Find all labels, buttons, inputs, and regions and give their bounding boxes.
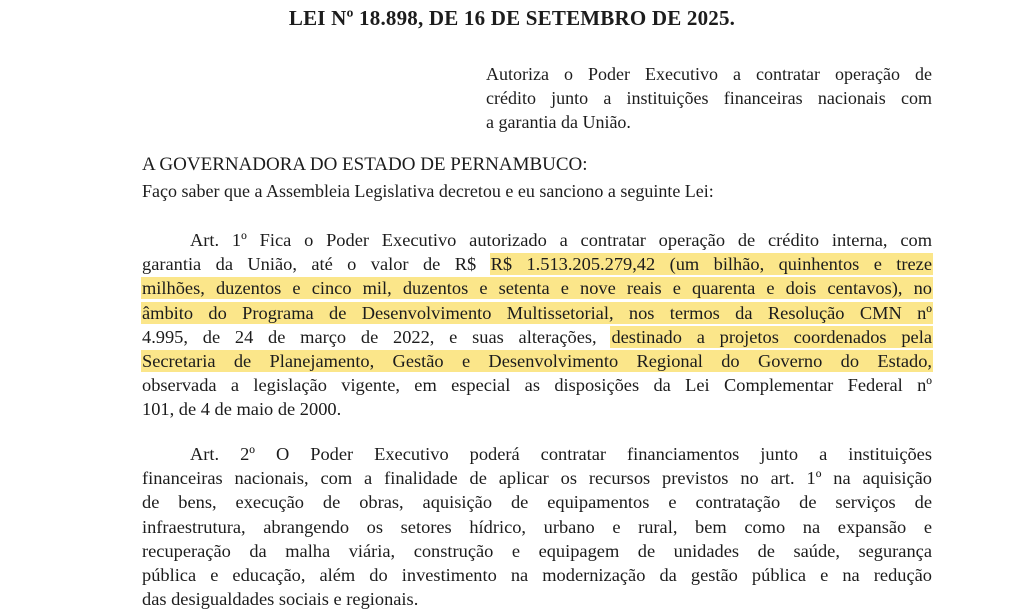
article-line [142, 276, 932, 300]
article-line: de bens, execução de obras, aquisição de equipamentos e contratação de serviços de [142, 492, 932, 513]
law-summary [486, 62, 932, 134]
promulgation-text: Faço saber que a Assembleia Legislativa decretou e eu sanciono a seguinte Lei: [142, 181, 714, 201]
highlighted-text: milhões, duzentos e cinco mil, duzentos e setenta e nove reais e quarenta e dois centavos), no [142, 278, 932, 299]
article-line: recuperação da malha viária, construção e equipagem de unidades de saúde, segurança [142, 540, 932, 561]
article-line: financeiras nacionais, com a finalidade de aplicar os recursos previstos no art. 1º na aquisição [142, 468, 932, 489]
highlighted-text: destinado a projetos coordenados pela [611, 326, 932, 347]
article-line: observada a legislação vigente, em especial as disposições da Lei Complementar Federal nº [142, 375, 932, 396]
article-line [142, 301, 932, 325]
plain-text: garantia da União, até o valor de R$ [142, 254, 477, 275]
highlighted-text: R$ 1.513.205.279,42 (um bilhão, quinhentos e treze [490, 254, 932, 275]
highlighted-text: âmbito do Programa de Desenvolvimento Multissetorial, nos termos da Resolução CMN nº [142, 302, 932, 323]
plain-text: 4.995, de 24 de março de 2022, e suas alterações, [142, 326, 597, 347]
article-line: pública e educação, além do investimento na modernização da gestão pública e na redução [142, 565, 932, 586]
summary-line: a garantia da União. [486, 112, 631, 132]
authority-heading: A GOVERNADORA DO ESTADO DE PERNAMBUCO: [142, 154, 588, 175]
article-2 [142, 442, 932, 610]
article-line [142, 325, 932, 349]
article-1 [142, 228, 932, 422]
article-line: infraestrutura, abrangendo os setores hídrico, urbano e rural, bem como na expansão e [142, 516, 932, 537]
summary-line: Autoriza o Poder Executivo a contratar operação de [486, 64, 932, 84]
article-line: das desigualdades sociais e regionais. [142, 589, 419, 610]
article-line: Art. 1º Fica o Poder Executivo autorizado a contratar operação de crédito interna, com [190, 230, 932, 250]
article-line [142, 349, 932, 373]
article-line [142, 252, 932, 276]
article-line: Art. 2º O Poder Executivo poderá contratar financiamentos junto a instituições [190, 444, 932, 464]
summary-line: crédito junto a instituições financeiras nacionais com [486, 88, 932, 108]
article-line: 101, de 4 de maio de 2000. [142, 399, 342, 420]
highlighted-text: Secretaria de Planejamento, Gestão e Desenvolvimento Regional do Governo do Estado, [142, 351, 932, 372]
law-title: LEI Nº 18.898, DE 16 DE SETEMBRO DE 2025. [288, 6, 736, 30]
